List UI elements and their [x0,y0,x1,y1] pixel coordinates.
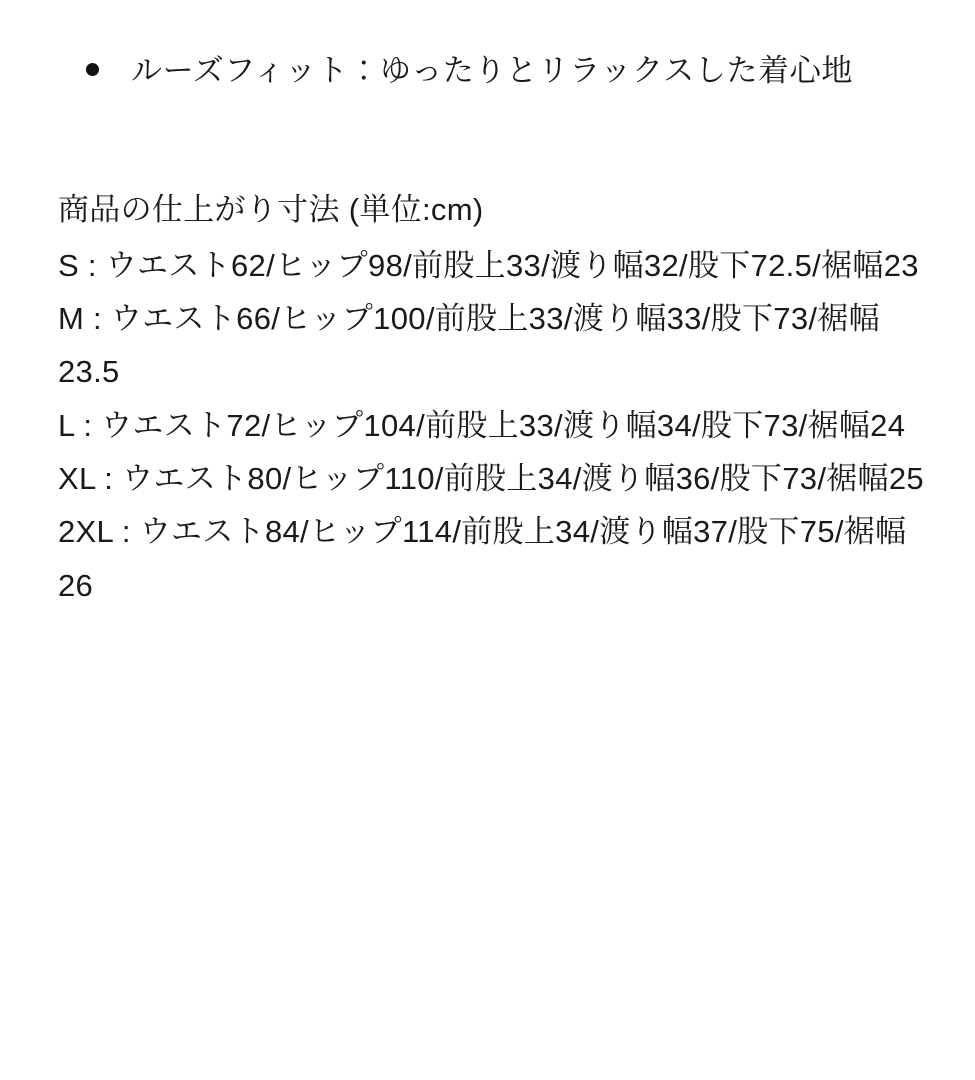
section-spacer [58,97,935,183]
bullet-icon [86,63,99,76]
measurements-section [58,183,935,612]
list-item [58,44,935,97]
measurement-row-l: L : ウエスト72/ヒップ104/前股上33/渡り幅34/股下73/裾幅24 [58,407,906,443]
measurement-row-2xl: 2XL : ウエスト84/ヒップ114/前股上34/渡り幅37/股下75/裾幅26 [58,514,907,603]
feature-text: ルーズフィット：ゆったりとリラックスした着心地 [131,53,853,88]
feature-list [58,44,935,97]
measurement-row-xl: XL : ウエスト80/ヒップ110/前股上34/渡り幅36/股下73/裾幅25 [58,460,924,496]
measurement-row-s: S : ウエスト62/ヒップ98/前股上33/渡り幅32/股下72.5/裾幅23 [58,247,919,283]
measurement-row-m: M : ウエスト66/ヒップ100/前股上33/渡り幅33/股下73/裾幅23.5 [58,300,880,390]
measurements-heading: 商品の仕上がり寸法 (単位:cm) [58,192,484,228]
